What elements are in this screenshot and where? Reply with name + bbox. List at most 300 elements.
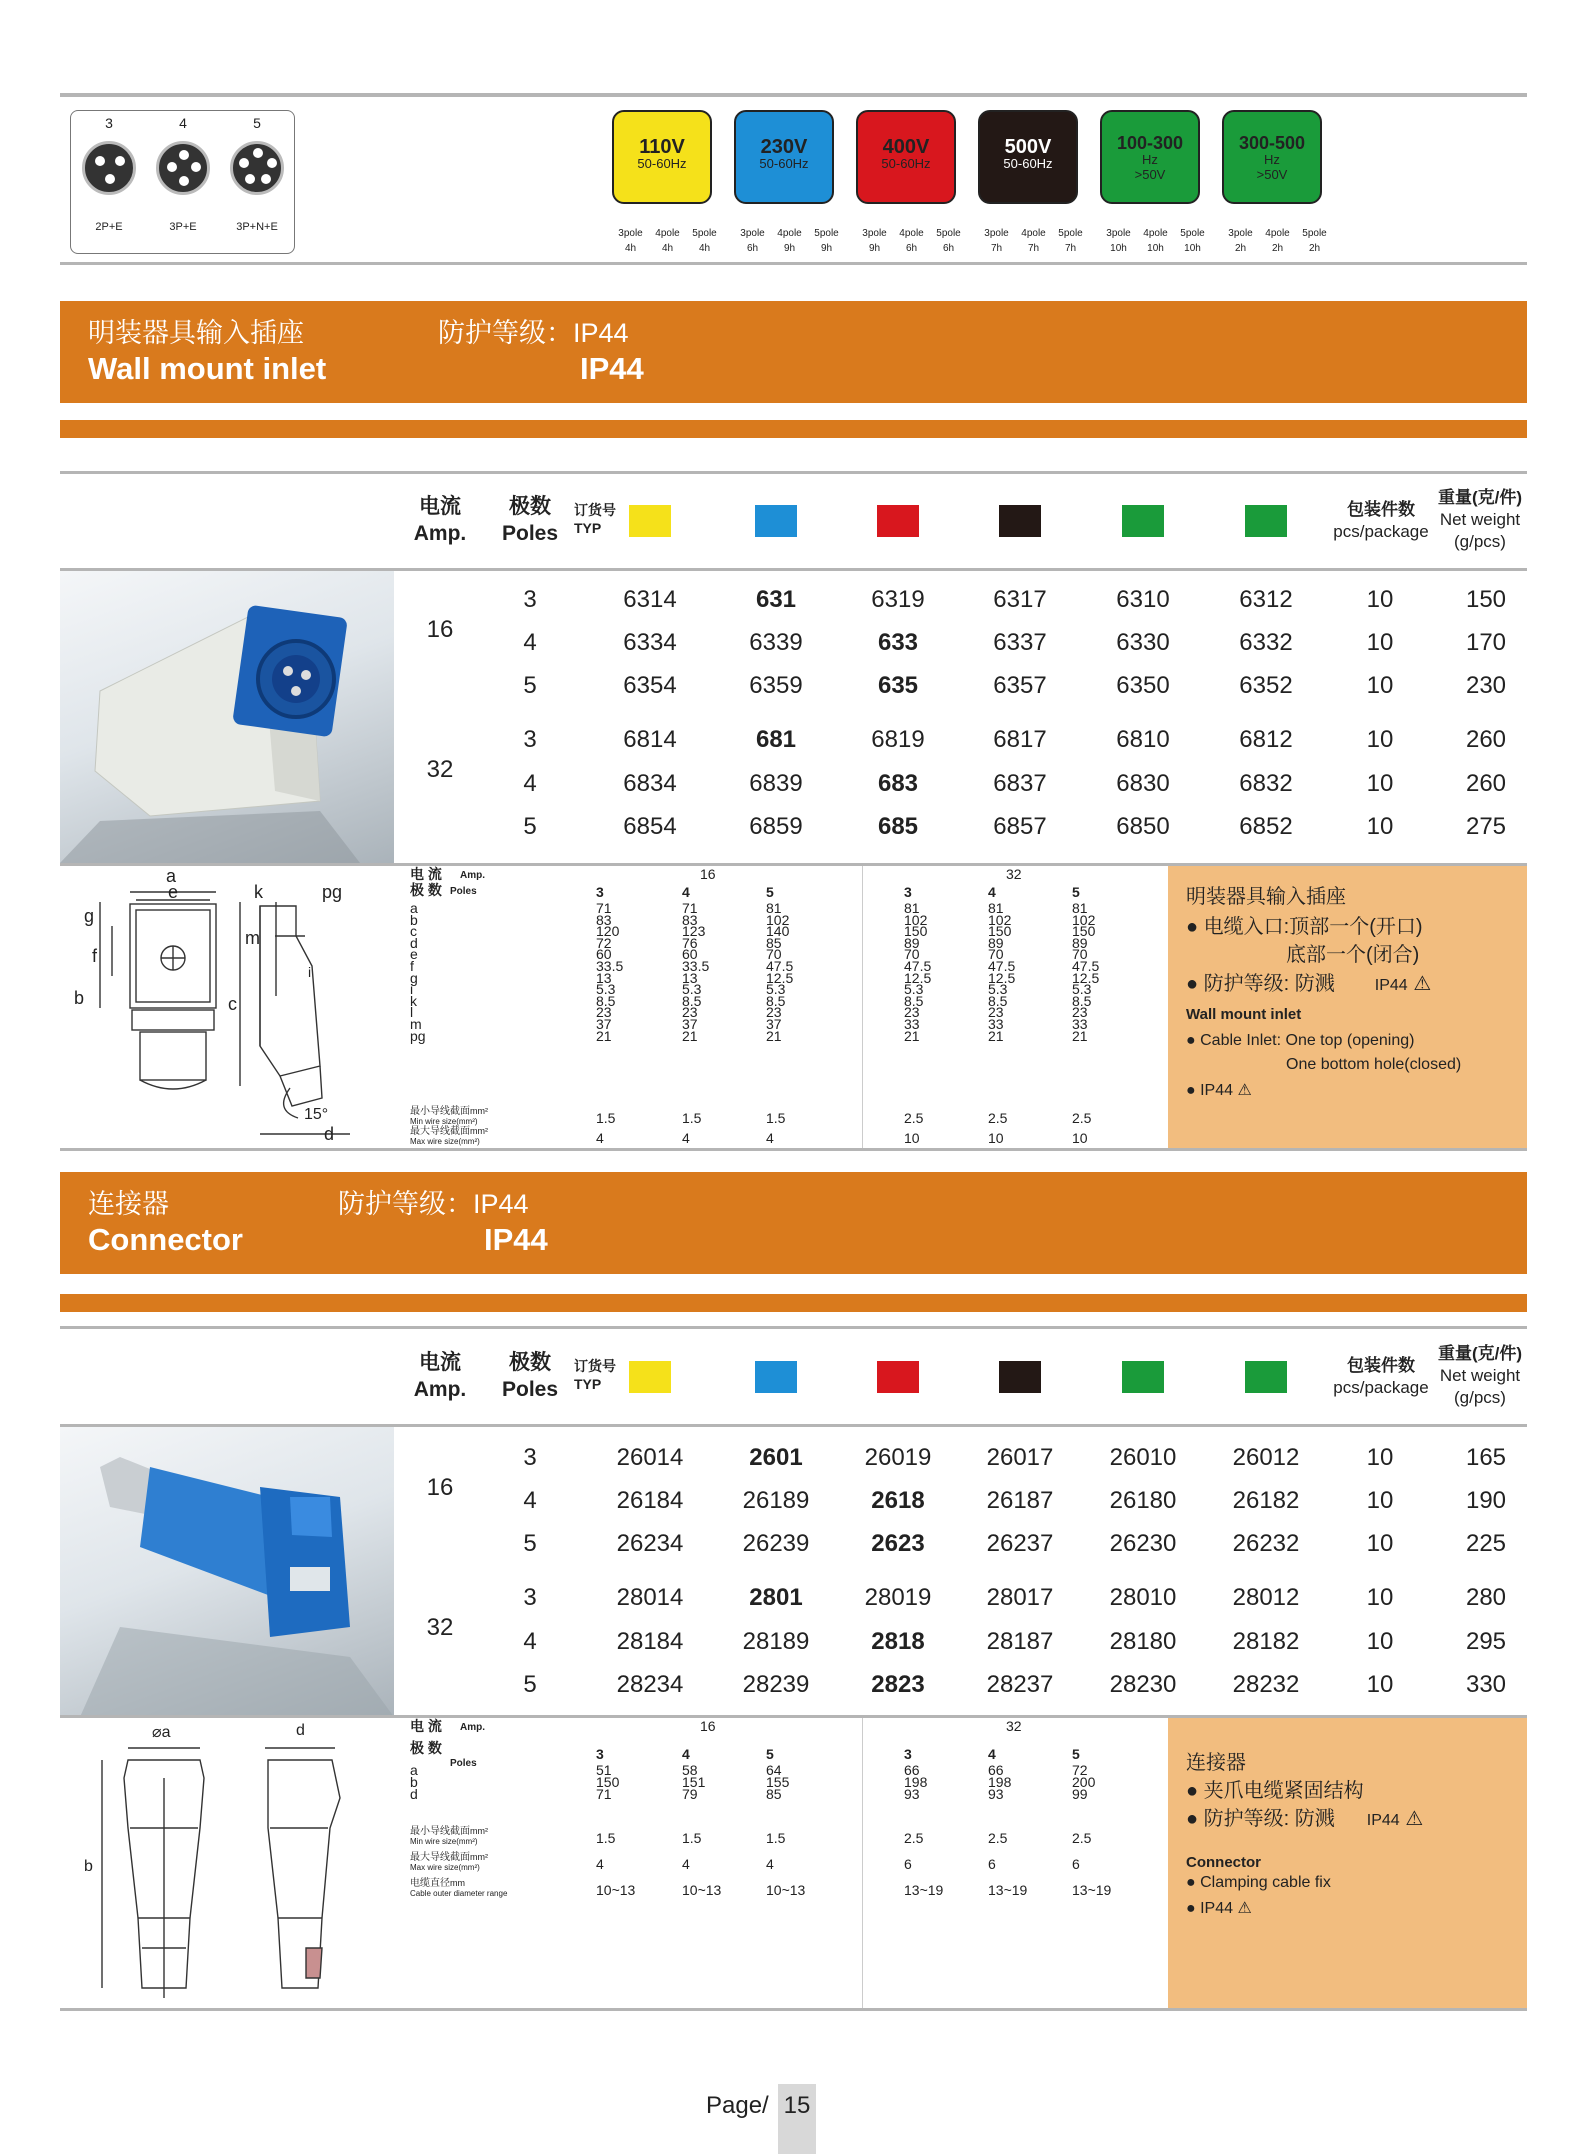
spec-amp32: 32 — [1006, 1718, 1022, 1734]
order-code: 6830 — [1116, 770, 1170, 797]
pole-label: 4pole — [1143, 228, 1168, 239]
pole-hour — [930, 226, 967, 256]
spec-value: 12.5 — [766, 969, 794, 986]
spec-poles-en: Poles — [450, 886, 477, 897]
spec-value: 99 — [1072, 1786, 1088, 1802]
pole-label: 3pole — [618, 228, 643, 239]
hour-label: 7h — [990, 243, 1003, 254]
spec-label: e — [410, 946, 418, 963]
spec-value: 8.5 — [988, 992, 1008, 1009]
order-code: 28010 — [1109, 1584, 1177, 1611]
order-code: 6852 — [1239, 813, 1293, 840]
voltage-box — [978, 110, 1078, 204]
hour-label: 9h — [868, 243, 881, 254]
warning-icon: ⚠ — [1413, 973, 1432, 995]
voltage-box — [734, 110, 834, 204]
order-code: 28187 — [986, 1628, 1054, 1655]
pole-hour — [771, 226, 808, 256]
package-qty: 10 — [1366, 813, 1394, 840]
pole-hour — [808, 226, 845, 256]
spec-value: 13~19 — [904, 1882, 944, 1898]
spec-value: 6 — [988, 1856, 996, 1872]
order-code: 6350 — [1116, 672, 1170, 699]
color-swatch — [1245, 505, 1287, 537]
spec-row-label: 最大导线截面mm² Max wire size(mm²) — [410, 1852, 488, 1872]
order-code: 28237 — [986, 1671, 1054, 1698]
info-line: ● 防护等级: 防溅 IP44 ⚠ — [1186, 1808, 1424, 1830]
spec-value: 120 — [596, 923, 620, 940]
spec-pole-num: 5 — [1072, 884, 1080, 900]
spec-value: 23 — [1072, 1004, 1088, 1021]
spec-value: 8.5 — [1072, 992, 1092, 1009]
order-code: 6839 — [749, 770, 803, 797]
order-code: 26234 — [616, 1530, 684, 1557]
voltage-freq: Hz — [1142, 152, 1158, 167]
spec-poles: 极 数 — [410, 1740, 442, 1756]
package-header: 包装件数 pcs/package — [1333, 1356, 1429, 1397]
order-code: 26232 — [1232, 1530, 1300, 1557]
weight-header: 重量(克/件) Net weight (g/pcs) — [1437, 1344, 1523, 1407]
voltage-box — [1222, 110, 1322, 204]
spec-value: 12.5 — [1072, 969, 1100, 986]
spec-amp: Amp. — [460, 870, 485, 881]
order-code: 28232 — [1232, 1671, 1300, 1698]
order-code: 28182 — [1232, 1628, 1300, 1655]
hour-label: 4h — [698, 243, 711, 254]
order-code: 635 — [877, 672, 919, 699]
spec-value: 66 — [904, 1762, 920, 1778]
rule — [60, 2008, 1527, 2011]
spec-value: 8.5 — [904, 992, 924, 1009]
pin-3: 3 2P+E — [79, 115, 139, 233]
pole-hour — [1259, 226, 1296, 256]
dim-pg: pg — [322, 882, 343, 902]
spec-value: 47.5 — [1072, 958, 1100, 974]
spec-value: 6 — [904, 1856, 912, 1872]
spec-value: 102 — [766, 911, 790, 928]
hour-label: 4h — [661, 243, 674, 254]
voltage-box — [856, 110, 956, 204]
spec-value: 21 — [596, 1027, 612, 1044]
dim-f: f — [92, 946, 98, 966]
pole-hours — [612, 226, 732, 256]
spec-value: 4 — [596, 1130, 604, 1146]
hour-label: 9h — [783, 243, 796, 254]
pole-label: 3pole — [984, 228, 1009, 239]
spec-value: 89 — [904, 934, 920, 951]
table-header — [0, 487, 1588, 567]
package-qty: 10 — [1366, 726, 1394, 753]
order-code: 6310 — [1116, 586, 1170, 613]
spec-value: 5.3 — [682, 981, 702, 998]
spec-poles-en: Poles — [450, 1758, 477, 1769]
dim-k: k — [254, 882, 263, 902]
order-code: 6330 — [1116, 629, 1170, 656]
order-code: 28189 — [742, 1628, 810, 1655]
spec-value: 72 — [1072, 1762, 1088, 1778]
pole-label: 4pole — [655, 228, 680, 239]
pole-hour — [1052, 226, 1089, 256]
socket-icon-3 — [82, 141, 136, 195]
spec-value: 33.5 — [682, 958, 710, 974]
spec-value: 23 — [904, 1004, 920, 1021]
pole-hour — [686, 226, 723, 256]
spec-value: 81 — [904, 900, 920, 916]
order-code: 681 — [755, 726, 797, 753]
hour-label: 4h — [624, 243, 637, 254]
voltage-value: 500V — [1004, 136, 1052, 158]
net-weight: 225 — [1465, 1530, 1507, 1557]
hour-label: 2h — [1271, 243, 1284, 254]
section-title-en: Wall mount inlet — [88, 351, 327, 386]
spec-value: 5.3 — [904, 981, 924, 998]
spec-pole-num: 5 — [766, 884, 774, 900]
pole-hours — [734, 226, 854, 256]
spec-value: 47.5 — [766, 958, 794, 974]
spec-value: 37 — [766, 1016, 782, 1032]
spec-value: 83 — [596, 911, 612, 928]
spec-value: 13 — [682, 969, 698, 986]
package-qty: 10 — [1366, 672, 1394, 699]
section-title-en: Connector — [88, 1222, 243, 1257]
pole-label: 5pole — [692, 228, 717, 239]
spec-value: 198 — [904, 1774, 928, 1790]
spec-value: 2.5 — [1072, 1830, 1092, 1846]
pole-value: 4 — [523, 770, 537, 797]
net-weight: 260 — [1465, 726, 1507, 753]
spec-value: 85 — [766, 934, 782, 951]
order-code: 6312 — [1239, 586, 1293, 613]
section-band-wall-mount — [60, 301, 1527, 403]
page-label: Page/ — [706, 2092, 769, 2119]
pole-hour — [1100, 226, 1137, 256]
spec-value: 89 — [1072, 934, 1088, 951]
spec-value: 150 — [988, 923, 1012, 940]
spec-label: pg — [410, 1027, 426, 1044]
order-code: 6819 — [871, 726, 925, 753]
order-code: 6317 — [993, 586, 1047, 613]
spec-value: 4 — [682, 1856, 690, 1872]
pin-5: 5 3P+N+E — [227, 115, 287, 233]
spec-value: 70 — [766, 946, 782, 963]
spec-value: 70 — [988, 946, 1004, 963]
order-code: 26019 — [864, 1444, 932, 1471]
package-qty: 10 — [1366, 1628, 1394, 1655]
spec-label: m — [410, 1016, 422, 1032]
pole-hour — [1222, 226, 1259, 256]
net-weight: 275 — [1465, 813, 1507, 840]
pole-hour — [1296, 226, 1333, 256]
spec-value: 71 — [596, 1786, 612, 1802]
package-qty: 10 — [1366, 1444, 1394, 1471]
warning-icon: ⚠ — [1237, 1900, 1252, 1917]
section-band-connector — [60, 1172, 1527, 1274]
pole-label: 5pole — [814, 228, 839, 239]
spec-value: 4 — [682, 1130, 690, 1146]
rule — [60, 1148, 1527, 1151]
voltage-value: 230V — [760, 136, 808, 158]
connector-photo — [60, 1427, 394, 1717]
spec-label: k — [410, 992, 417, 1009]
spec-pole-num: 5 — [766, 1746, 774, 1762]
spec-value: 21 — [682, 1027, 698, 1044]
order-code: 26182 — [1232, 1487, 1300, 1514]
connector-info — [1168, 1718, 1527, 2008]
spec-value: 140 — [766, 923, 790, 940]
spec-value: 8.5 — [682, 992, 702, 1009]
spec-value: 2.5 — [988, 1110, 1008, 1126]
spec-value: 23 — [766, 1004, 782, 1021]
spec-value: 4 — [766, 1856, 774, 1872]
spec-value: 47.5 — [904, 958, 932, 974]
info-line: Connector — [1186, 1854, 1261, 1871]
pole-hour — [1137, 226, 1174, 256]
spec-value: 198 — [988, 1774, 1012, 1790]
package-qty: 10 — [1366, 629, 1394, 656]
pole-label: 5pole — [1058, 228, 1083, 239]
spec-value: 81 — [1072, 900, 1088, 916]
info-line: ● Cable Inlet: One top (opening) — [1186, 1032, 1415, 1049]
order-code: 6337 — [993, 629, 1047, 656]
hour-label: 7h — [1027, 243, 1040, 254]
order-code: 6352 — [1239, 672, 1293, 699]
order-code: 6814 — [623, 726, 677, 753]
pole-label: 5pole — [1180, 228, 1205, 239]
color-swatch — [999, 1361, 1041, 1393]
package-qty: 10 — [1366, 770, 1394, 797]
spec-value: 89 — [988, 934, 1004, 951]
order-code: 28019 — [864, 1584, 932, 1611]
spec-value: 85 — [766, 1786, 782, 1802]
pin-4: 4 3P+E — [153, 115, 213, 233]
dim-a: a — [166, 866, 177, 886]
dim-a: ⌀a — [152, 1724, 171, 1741]
spec-value: 71 — [682, 900, 698, 916]
order-code: 6832 — [1239, 770, 1293, 797]
spec-value: 33.5 — [596, 958, 624, 974]
spec-value: 13 — [596, 969, 612, 986]
dim-c: c — [228, 994, 237, 1014]
spec-value: 81 — [766, 900, 782, 916]
voltage-limit: >50V — [1256, 167, 1288, 182]
spec-value: 33 — [988, 1016, 1004, 1032]
pole-value: 5 — [523, 672, 537, 699]
pole-hour — [1174, 226, 1211, 256]
order-code: 6859 — [749, 813, 803, 840]
spec-value: 1.5 — [766, 1830, 786, 1846]
spec-value: 47.5 — [988, 958, 1016, 974]
order-code: 2618 — [871, 1487, 925, 1514]
order-code: 2623 — [871, 1530, 925, 1557]
spec-value: 13~19 — [988, 1882, 1028, 1898]
spec-label: b — [410, 1774, 418, 1790]
pole-label: 3pole — [1106, 228, 1131, 239]
spec-value: 102 — [904, 911, 928, 928]
order-code: 26239 — [742, 1530, 810, 1557]
spec-value: 2.5 — [904, 1830, 924, 1846]
connector-drawing — [60, 1718, 394, 2008]
pole-label: 3pole — [862, 228, 887, 239]
spec-value: 79 — [682, 1786, 698, 1802]
spec-label: g — [410, 969, 418, 986]
color-swatch — [1122, 505, 1164, 537]
weight-header: 重量(克/件) Net weight (g/pcs) — [1437, 488, 1523, 551]
pole-label: 4pole — [777, 228, 802, 239]
rule — [60, 1326, 1527, 1329]
dim-b: b — [84, 1858, 93, 1875]
order-code: 28234 — [616, 1671, 684, 1698]
pole-value: 5 — [523, 1530, 537, 1557]
spec-label: a — [410, 1762, 418, 1778]
pole-value: 4 — [523, 1628, 537, 1655]
spec-value: 93 — [988, 1786, 1004, 1802]
pole-hour — [734, 226, 771, 256]
pole-value: 5 — [523, 1671, 537, 1698]
spec-value: 12.5 — [904, 969, 932, 986]
table-header — [0, 1343, 1588, 1423]
spec-value: 23 — [988, 1004, 1004, 1021]
order-code: 6359 — [749, 672, 803, 699]
hour-label: 10h — [1184, 243, 1201, 254]
amp-value: 32 — [426, 756, 454, 783]
color-swatch — [755, 1361, 797, 1393]
voltage-freq: Hz — [1264, 152, 1280, 167]
order-code: 28017 — [986, 1584, 1054, 1611]
spec-row-label: 最小导线截面mm² Min wire size(mm²) — [410, 1826, 488, 1846]
order-code: 2818 — [871, 1628, 925, 1655]
spec-amp32: 32 — [1006, 866, 1022, 882]
info-line: ● 防护等级: 防溅 IP44 ⚠ — [1186, 973, 1432, 995]
spec-value: 23 — [682, 1004, 698, 1021]
spec-value: 37 — [596, 1016, 612, 1032]
info-line: ● 夹爪电缆紧固结构 — [1186, 1780, 1364, 1802]
package-qty: 10 — [1366, 1584, 1394, 1611]
pole-hours — [856, 226, 976, 256]
order-code: 26180 — [1109, 1487, 1177, 1514]
order-code: 6812 — [1239, 726, 1293, 753]
order-code: 6319 — [871, 586, 925, 613]
info-line: ● Clamping cable fix — [1186, 1874, 1331, 1891]
section-title-cn: 连接器 — [88, 1189, 169, 1219]
order-code: 2823 — [871, 1671, 925, 1698]
spec-value: 155 — [766, 1774, 790, 1790]
net-weight: 330 — [1465, 1671, 1507, 1698]
spec-value: 60 — [596, 946, 612, 963]
voltage-value: 300-500 — [1238, 133, 1306, 153]
spec-value: 10 — [904, 1130, 920, 1146]
wall-inlet-photo — [60, 571, 394, 863]
dim-g: g — [84, 906, 95, 926]
spec-value: 8.5 — [766, 992, 786, 1009]
socket-icon-4 — [156, 141, 210, 195]
pole-hour — [649, 226, 686, 256]
spec-row-label: 电缆直径mm Cable outer diameter range — [410, 1878, 508, 1898]
pole-hours — [1222, 226, 1342, 256]
dim-e: e — [168, 882, 179, 902]
spec-value: 5.3 — [596, 981, 616, 998]
pole-label: 4pole — [899, 228, 924, 239]
page-number: 15 — [778, 2084, 816, 2154]
spec-value: 123 — [682, 923, 706, 940]
package-qty: 10 — [1366, 1671, 1394, 1698]
order-code: 6857 — [993, 813, 1047, 840]
hour-label: 6h — [905, 243, 918, 254]
pole-label: 4pole — [1265, 228, 1290, 239]
color-swatch — [1122, 1361, 1164, 1393]
spec-value: 102 — [988, 911, 1012, 928]
info-title: 连接器 — [1186, 1752, 1246, 1774]
info-line: One bottom hole(closed) — [1286, 1056, 1462, 1073]
pole-label: 3pole — [1228, 228, 1253, 239]
package-qty: 10 — [1366, 1487, 1394, 1514]
dim-d: d — [296, 1722, 305, 1739]
color-swatch — [629, 1361, 671, 1393]
top-rule-bottom — [60, 262, 1527, 265]
pole-label: 4pole — [1021, 228, 1046, 239]
poles-header: 极数 Poles — [501, 1351, 559, 1401]
amp-header: 电流 Amp. — [413, 1351, 467, 1401]
hour-label: 2h — [1308, 243, 1321, 254]
protection-en: IP44 — [484, 1222, 548, 1257]
order-code: 6837 — [993, 770, 1047, 797]
order-code: 2801 — [749, 1584, 803, 1611]
spec-value: 1.5 — [766, 1110, 786, 1126]
order-code: 26014 — [616, 1444, 684, 1471]
socket-icon-5 — [230, 141, 284, 195]
voltage-freq: 50-60Hz — [637, 156, 687, 171]
spec-value: 5.3 — [1072, 981, 1092, 998]
spec-value: 8.5 — [596, 992, 616, 1009]
spec-current: 电 流 — [410, 1718, 442, 1734]
spec-value: 1.5 — [682, 1830, 702, 1846]
voltage-box — [612, 110, 712, 204]
spec-value: 21 — [766, 1027, 782, 1044]
order-code: 26012 — [1232, 1444, 1300, 1471]
spec-pole-num: 4 — [682, 884, 690, 900]
spec-label: l — [410, 1004, 414, 1021]
package-header: 包装件数 pcs/package — [1333, 500, 1429, 541]
spec-pole-num: 4 — [988, 1746, 996, 1762]
spec-value: 70 — [904, 946, 920, 963]
section-bar — [60, 420, 1527, 438]
amp-header: 电流 Amp. — [413, 495, 467, 545]
dim-b: b — [74, 988, 85, 1008]
color-swatch — [877, 505, 919, 537]
info-line: 底部一个(闭合) — [1286, 944, 1420, 966]
order-code: 6334 — [623, 629, 677, 656]
spec-value: 1.5 — [596, 1110, 616, 1126]
spec-value: 21 — [988, 1027, 1004, 1044]
order-code: 28230 — [1109, 1671, 1177, 1698]
hour-label: 9h — [820, 243, 833, 254]
voltage-freq: 50-60Hz — [881, 156, 931, 171]
dim-angle: 15° — [304, 1106, 329, 1123]
warning-icon: ⚠ — [1237, 1082, 1252, 1099]
dim-m: m — [245, 928, 260, 948]
voltage-freq: 50-60Hz — [759, 156, 809, 171]
spec-label: b — [410, 911, 418, 928]
section-title-cn: 明装器具输入插座 — [88, 318, 304, 348]
order-code: 6357 — [993, 672, 1047, 699]
connector-spec — [400, 1718, 1164, 2008]
spec-value: 2.5 — [1072, 1110, 1092, 1126]
spec-label: f — [410, 958, 414, 974]
spec-label: d — [410, 1786, 418, 1802]
net-weight: 280 — [1465, 1584, 1507, 1611]
spec-value: 71 — [596, 900, 612, 916]
spec-pole-num: 3 — [904, 1746, 912, 1762]
hour-label: 6h — [942, 243, 955, 254]
